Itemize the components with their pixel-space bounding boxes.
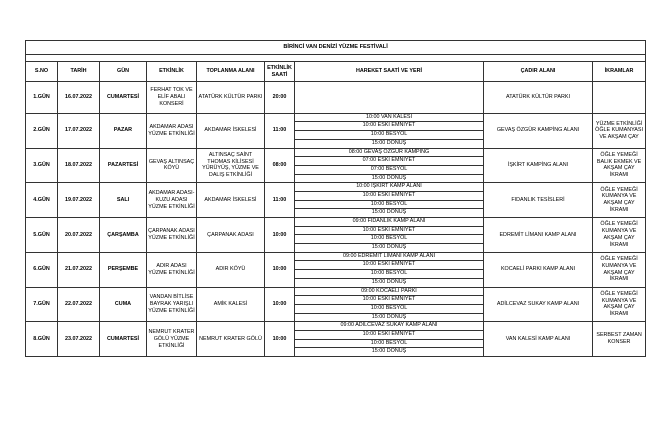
movement-line: 10:00 BESYOL [295,131,483,140]
cell-date: 17.07.2022 [58,113,100,148]
header-day: GÜN [100,62,147,82]
movement-line: 15:00 DÖNÜŞ [371,174,407,181]
movement-line: 10:00 BESYOL [295,201,483,210]
header-treats: İKRAMLAR [593,62,646,82]
table-row [26,183,646,218]
cell-tent: ADİLCEVAZ SUKAY KAMP ALANI [484,287,593,322]
cell-date: 20.07.2022 [58,218,100,253]
cell-date: 22.07.2022 [58,287,100,322]
schedule-table [25,40,646,357]
header-event: ETKİNLİK [147,62,197,82]
movement-line: 10:00 ESKİ EMNİYET [295,261,483,270]
cell-treats: ÖĞLE YEMEĞİ BALIK EKMEK VE AKŞAM ÇAY İKRAMI [593,148,646,183]
table-row [26,113,646,148]
movement-line: 10:00 BESYOL [295,235,483,244]
cell-day: CUMARTESİ [100,82,147,114]
movement-line: 10:00 VAN KALESİ [295,114,483,123]
cell-tent: VAN KALESİ KAMP ALANI [484,322,593,357]
cell-day: PERŞEMBE [100,252,147,287]
cell-sno: 3.GÜN [26,148,58,183]
cell-meeting: ATATÜRK KÜLTÜR PARKI [197,82,265,114]
cell-time: 10:00 [265,218,295,253]
cell-event: NEMRUT KRATER GÖLÜ YÜZME ETKİNLİĞİ [147,322,197,357]
movement-line: 10:00 BESYOL [295,270,483,279]
cell-treats: ÖĞLE YEMEĞİ KUMANYA VE AKŞAM ÇAY İKRAMI [593,252,646,287]
cell-treats: ÖĞLE YEMEĞİ KUMANYA VE AKŞAM ÇAY İKRAMI [593,287,646,322]
cell-movement [295,218,484,253]
cell-movement [295,287,484,322]
cell-movement [295,113,484,148]
cell-sno: 7.GÜN [26,287,58,322]
header-movement: HAREKET SAATİ VE YERİ [295,62,484,82]
table-row [26,287,646,322]
cell-time: 08:00 [265,148,295,183]
cell-day: PAZAR [100,113,147,148]
header-sno: S.NO [26,62,58,82]
cell-movement [295,148,484,183]
cell-event: ÇARPANAK ADASI YÜZME ETKİNLİĞİ [147,218,197,253]
cell-meeting: AKDAMAR İSKELESİ [197,113,265,148]
table-row [26,148,646,183]
movement-line: 07:00 ESKİ EMNİYET [295,157,483,166]
cell-time: 10:00 [265,287,295,322]
cell-event: GEVAŞ ALTINSAÇ KÖYÜ [147,148,197,183]
cell-day: CUMA [100,287,147,322]
movement-line: 15:00 DÖNÜŞ [371,209,407,216]
cell-event: FERHAT TOK VE ELİF ABALI KONSERİ [147,82,197,114]
festival-title: BİRİNCİ VAN DENİZİ YÜZME FESTİVALİ [26,41,646,55]
header-date: TARİH [58,62,100,82]
cell-time: 11:00 [265,183,295,218]
cell-day: SALI [100,183,147,218]
cell-event: AKDAMAR ADASI-KUZU ADASI YÜZME ETKİNLİĞİ [147,183,197,218]
cell-sno: 8.GÜN [26,322,58,357]
movement-line: 08:00 GEVAŞ ÖZGÜR KAMPİNG [295,149,483,158]
movement-line: 15:00 DÖNÜŞ [371,313,407,320]
cell-treats [593,82,646,114]
cell-tent: İŞKİRT KAMPİNG ALANI [484,148,593,183]
movement-line: 09:00 KOCAELİ PARKI [295,288,483,297]
movement-line: 09:00 EDREMİT LİMANI KAMP ALANI [295,253,483,262]
cell-treats: SERBEST ZAMAN KONSER [593,322,646,357]
table-row [26,82,646,114]
cell-movement [295,82,484,114]
movement-line: 15:00 DÖNÜŞ [371,244,407,251]
cell-meeting: NEMRUT KRATER GÖLÜ [197,322,265,357]
table-row [26,252,646,287]
header-time: ETKİNLİK SAATİ [265,62,295,82]
cell-meeting: ÇARPANAK ADASI [197,218,265,253]
cell-day: PAZARTESİ [100,148,147,183]
cell-event: AKDAMAR ADASI YÜZME ETKİNLİĞİ [147,113,197,148]
cell-movement [295,322,484,357]
festival-schedule-sheet [25,40,645,357]
movement-line: 10:00 ESKİ EMNİYET [295,331,483,340]
cell-tent: KOCAELİ PARKI KAMP ALANI [484,252,593,287]
cell-meeting: AMİK KALESİ [197,287,265,322]
movement-line: 10:00 ESKİ EMNİYET [295,122,483,131]
cell-date: 18.07.2022 [58,148,100,183]
cell-date: 23.07.2022 [58,322,100,357]
cell-meeting: ADIR KÖYÜ [197,252,265,287]
cell-time: 10:00 [265,252,295,287]
cell-time: 20:00 [265,82,295,114]
cell-tent: EDREMİT LİMANI KAMP ALANI [484,218,593,253]
movement-line: 15:00 DÖNÜŞ [371,139,407,146]
cell-movement [295,183,484,218]
movement-line: 09:00 ADİLCEVAZ SUKAY KAMP ALANI [295,322,483,331]
movement-line: 10:00 BESYOL [295,340,483,349]
header-tent: ÇADIR ALANI [484,62,593,82]
cell-event: VANDAN BİTLİSE BAYRAK YARIŞLI YÜZME ETKİNLİĞİ [147,287,197,322]
cell-movement [295,252,484,287]
movement-line [295,82,483,113]
cell-time: 10:00 [265,322,295,357]
cell-date: 19.07.2022 [58,183,100,218]
table-row [26,322,646,357]
cell-sno: 4.GÜN [26,183,58,218]
movement-line: 07:00 BESYOL [295,166,483,175]
cell-treats: ÖĞLE YEMEĞİ KUMANYA VE AKŞAM ÇAY İKRAMI [593,183,646,218]
cell-event: ADIR ADASI YÜZME ETKİNLİĞİ [147,252,197,287]
cell-sno: 2.GÜN [26,113,58,148]
movement-line: 10:00 ESKİ EMNİYET [295,227,483,236]
header-meeting: TOPLANMA ALANI [197,62,265,82]
movement-line: 10:00 BESYOL [295,305,483,314]
cell-sno: 6.GÜN [26,252,58,287]
cell-time: 11:00 [265,113,295,148]
movement-line: 15:00 DÖNÜŞ [371,348,407,355]
cell-date: 16.07.2022 [58,82,100,114]
cell-sno: 1.GÜN [26,82,58,114]
cell-tent: FIDANLIK TESİSLERİ [484,183,593,218]
cell-date: 21.07.2022 [58,252,100,287]
cell-meeting: AKDAMAR İSKELESİ [197,183,265,218]
cell-tent: GEVAŞ ÖZGÜR KAMPİNG ALANI [484,113,593,148]
movement-line: 10:00 İŞKİRT KAMP ALANI [295,183,483,192]
cell-meeting: ALTINSAÇ SAİNT THOMAS KİLİSESİ YÜRÜYÜŞ, YÜZME VE DALIŞ ETKİNLİĞİ [197,148,265,183]
cell-sno: 5.GÜN [26,218,58,253]
movement-line: 09:00 FİDANLIK KAMP ALANI [295,218,483,227]
movement-line: 15:00 DÖNÜŞ [371,278,407,285]
table-row [26,218,646,253]
cell-treats: YÜZME ETKİNLİĞİ ÖĞLE KUMANYASI VE AKŞAM ÇAY [593,113,646,148]
cell-day: CUMARTESİ [100,322,147,357]
movement-line: 10:00 ESKİ EMNİYET [295,296,483,305]
cell-treats: ÖĞLE YEMEĞİ KUMANYA VE AKŞAM ÇAY İKRAMI [593,218,646,253]
movement-line: 10:00 ESKİ EMNİYET [295,192,483,201]
cell-day: ÇARŞAMBA [100,218,147,253]
cell-tent: ATATÜRK KÜLTÜR PARKI [484,82,593,114]
spacer-row [26,55,646,62]
